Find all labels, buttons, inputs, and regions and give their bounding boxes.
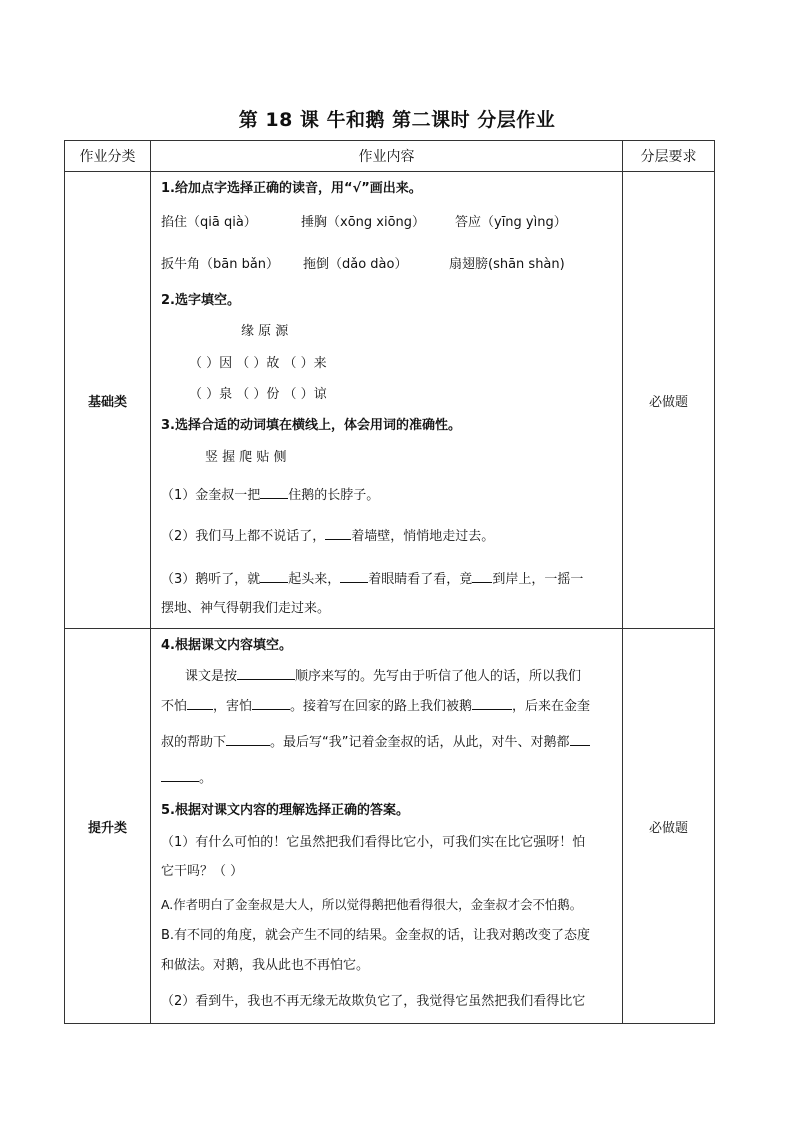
q4-title: 4.根据课文内容填空。 — [161, 638, 292, 653]
q4-l2-part-b: ，害怕 — [213, 699, 253, 714]
table-row-advanced — [65, 629, 715, 1024]
category-basic: 基础类 — [65, 172, 151, 629]
q3-sentence-3 — [161, 570, 583, 589]
q5-s1-line-1: （1）有什么可怕的！它虽然把我们看得比它小，可我们实在比它强呀！怕 — [161, 835, 586, 850]
answer-blank[interactable] — [260, 570, 288, 583]
q3-s3-part-b: 起头来， — [288, 572, 341, 587]
q3-sentence-2 — [161, 527, 494, 546]
q3-s1-part-a: （1）金奎叔一把 — [161, 488, 261, 503]
q3-s2-part-b: 着墙壁，悄悄地走过去。 — [351, 529, 495, 544]
q3-title: 3.选择合适的动词填在横线上，体会用词的准确性。 — [161, 418, 461, 433]
q5-option-a: A.作者明白了金奎叔是大人，所以觉得鹅把他看得很大，金奎叔才会不怕鹅。 — [161, 897, 583, 912]
homework-table — [64, 140, 715, 1024]
header-content: 作业内容 — [151, 141, 623, 172]
q3-s3-part-c: 着眼睛看了看，竟 — [368, 572, 473, 587]
answer-blank[interactable] — [260, 486, 288, 499]
answer-blank[interactable] — [325, 527, 351, 540]
q3-s2-part-a: （2）我们马上都不说话了， — [161, 529, 326, 544]
category-advanced: 提升类 — [65, 629, 151, 1024]
q1-item-2: 捶胸（xōng xiōng） — [301, 215, 426, 230]
answer-blank[interactable] — [252, 697, 290, 710]
q4-line-2 — [161, 697, 590, 716]
q4-l3-part-a: 叔的帮助下 — [161, 735, 227, 750]
q4-l3-part-b: 。最后写“我”记着金奎叔的话，从此，对牛、对鹅都 — [270, 735, 570, 750]
content-basic — [151, 172, 623, 629]
q4-l2-part-c: 。接着写在回家的路上我们被鹅 — [290, 699, 473, 714]
q4-line-4 — [161, 769, 212, 788]
page-title: 第 18 课 牛和鹅 第二课时 分层作业 — [238, 109, 556, 131]
content-advanced — [151, 629, 623, 1024]
table-header-row — [65, 141, 715, 172]
q1-item-1: 掐住（qiā qià） — [161, 215, 257, 230]
q2-line-1: （ ）因 （ ）故 （ ）来 — [189, 356, 327, 371]
q3-sentence-3-cont: 摆地、神气得朝我们走过来。 — [161, 601, 331, 616]
q1-item-4: 扳牛角（bān bǎn） — [161, 257, 280, 272]
answer-blank[interactable] — [472, 697, 512, 710]
q4-l2-part-a: 不怕 — [161, 699, 188, 714]
q4-l1-part-a: 课文是按 — [185, 669, 238, 684]
header-requirement: 分层要求 — [623, 141, 715, 172]
q3-s3-part-a: （3）鹅听了，就 — [161, 572, 261, 587]
answer-blank[interactable] — [161, 769, 199, 782]
q3-s3-part-d: 到岸上，一摇一 — [492, 572, 584, 587]
q5-s1-line-2: 它干吗？（ ） — [161, 864, 244, 879]
answer-blank[interactable] — [340, 570, 368, 583]
answer-blank[interactable] — [472, 570, 492, 583]
q4-l1-part-b: 顺序来写的。先写由于听信了他人的话，所以我们 — [295, 669, 582, 684]
answer-blank[interactable] — [570, 733, 590, 746]
q4-l4-part-a: 。 — [199, 771, 213, 786]
requirement-basic: 必做题 — [623, 172, 715, 629]
q3-sentence-1 — [161, 486, 379, 505]
q5-s2-line-1: （2）看到牛，我也不再无缘无故欺负它了，我觉得它虽然把我们看得比它 — [161, 994, 586, 1009]
answer-blank[interactable] — [226, 733, 270, 746]
q1-item-5: 拖倒（dǎo dào） — [303, 257, 408, 272]
q3-verbs: 竖 握 爬 贴 侧 — [205, 450, 287, 465]
q2-title: 2.选字填空。 — [161, 293, 240, 308]
answer-blank[interactable] — [237, 667, 295, 680]
answer-blank[interactable] — [187, 697, 213, 710]
q5-title: 5.根据对课文内容的理解选择正确的答案。 — [161, 803, 409, 818]
q1-item-3: 答应（yīng yìng） — [455, 215, 567, 230]
q4-l2-part-d: ，后来在金奎 — [512, 699, 591, 714]
q3-s1-part-b: 住鹅的长脖子。 — [288, 488, 380, 503]
q5-option-b-line-1: B.有不同的角度，就会产生不同的结果。金奎叔的话，让我对鹅改变了态度 — [161, 928, 591, 943]
q2-chars: 缘 原 源 — [241, 324, 289, 339]
header-category: 作业分类 — [65, 141, 151, 172]
table-row-basic — [65, 172, 715, 629]
q4-line-1 — [185, 667, 581, 686]
q5-option-b-line-2: 和做法。对鹅，我从此也不再怕它。 — [161, 958, 370, 973]
q1-item-6: 扇翅膀(shān shàn) — [449, 257, 565, 272]
q1-title: 1.给加点字选择正确的读音，用“√”画出来。 — [161, 181, 422, 196]
requirement-advanced: 必做题 — [623, 629, 715, 1024]
q2-line-2: （ ）泉 （ ）份 （ ）谅 — [189, 387, 327, 402]
q4-line-3 — [161, 733, 590, 752]
